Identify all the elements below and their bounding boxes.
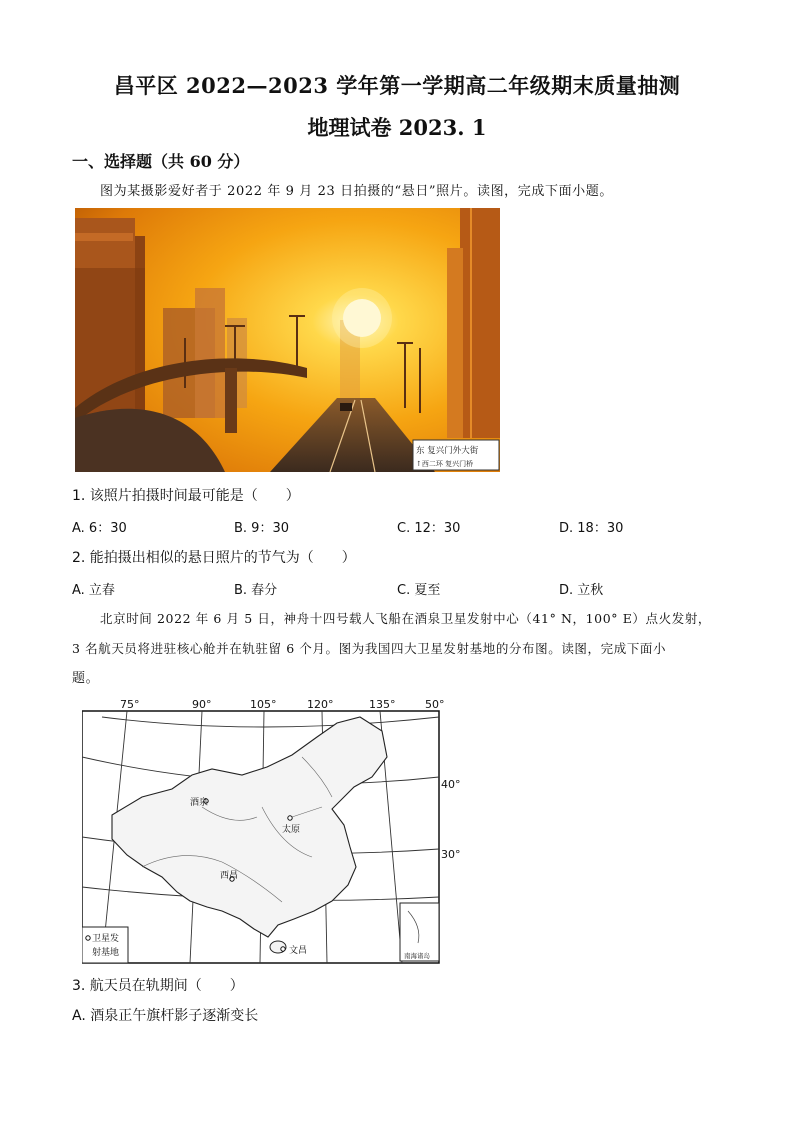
lat-label-40: 40° xyxy=(441,778,461,791)
intro-paragraph-1: 图为某摄影爱好者于 2022 年 9 月 23 日拍摄的“悬日”照片。读图，完成下面小题。 xyxy=(100,184,613,199)
sunset-photo xyxy=(75,208,500,472)
launch-sites-map xyxy=(82,697,462,965)
question-1-option-b[interactable]: B. 9：30 xyxy=(234,521,289,536)
question-1-option-d[interactable]: D. 18：30 xyxy=(559,521,624,536)
question-1-option-c[interactable]: C. 12：30 xyxy=(397,521,461,536)
inset-label: 南海诸岛 xyxy=(404,952,430,960)
section-heading: 一、选择题（共 60 分） xyxy=(72,152,250,171)
photo-sign-line1: 东 复兴门外大街 xyxy=(416,446,479,456)
legend-line1: 卫星发 xyxy=(92,934,120,944)
lat-label-30: 30° xyxy=(441,848,461,861)
site-wenchang: 文昌 xyxy=(289,946,308,956)
lon-label-90: 90° xyxy=(192,698,212,711)
question-1-stem: 1. 该照片拍摄时间最可能是（ ） xyxy=(72,488,300,504)
site-taiyuan: 太原 xyxy=(282,825,301,835)
lon-label-75: 75° xyxy=(120,698,140,711)
site-xichang: 西昌 xyxy=(220,871,239,881)
question-1-option-a[interactable]: A. 6：30 xyxy=(72,521,127,536)
question-3-option-a[interactable]: A. 酒泉正午旗杆影子逐渐变长 xyxy=(72,1008,259,1024)
intro-paragraph-2-line2: 3 名航天员将进驻核心舱并在轨驻留 6 个月。图为我国四大卫星发射基地的分布图。读图，完成下面小 xyxy=(72,641,667,656)
sunset-photo-drawing xyxy=(75,208,500,472)
lon-label-120: 120° xyxy=(307,698,334,711)
photo-sign-line2: ↑西二环 复兴门桥 xyxy=(416,460,474,468)
question-2-option-b[interactable]: B. 春分 xyxy=(234,583,278,598)
exam-title: 昌平区 2022—2023 学年第一学期高二年级期末质量抽测 xyxy=(113,73,681,98)
site-jiuquan: 酒泉 xyxy=(190,798,209,808)
question-2-stem: 2. 能拍摄出相似的悬日照片的节气为（ ） xyxy=(72,550,356,566)
question-2-option-c[interactable]: C. 夏至 xyxy=(397,583,441,598)
lon-label-50: 50° xyxy=(425,698,445,711)
intro-paragraph-2-line1: 北京时间 2022 年 6 月 5 日，神舟十四号载人飞船在酒泉卫星发射中心（41° N，100° E）点火发射， xyxy=(100,611,712,626)
question-2-option-d[interactable]: D. 立秋 xyxy=(559,583,604,598)
intro-paragraph-2-line3: 题。 xyxy=(72,671,100,686)
legend-line2: 射基地 xyxy=(92,948,120,958)
lon-label-105: 105° xyxy=(250,698,277,711)
exam-subtitle: 地理试卷 2023. 1 xyxy=(307,115,487,140)
question-3-stem: 3. 航天员在轨期间（ ） xyxy=(72,978,244,994)
question-2-option-a[interactable]: A. 立春 xyxy=(72,583,115,598)
lon-label-135: 135° xyxy=(369,698,396,711)
